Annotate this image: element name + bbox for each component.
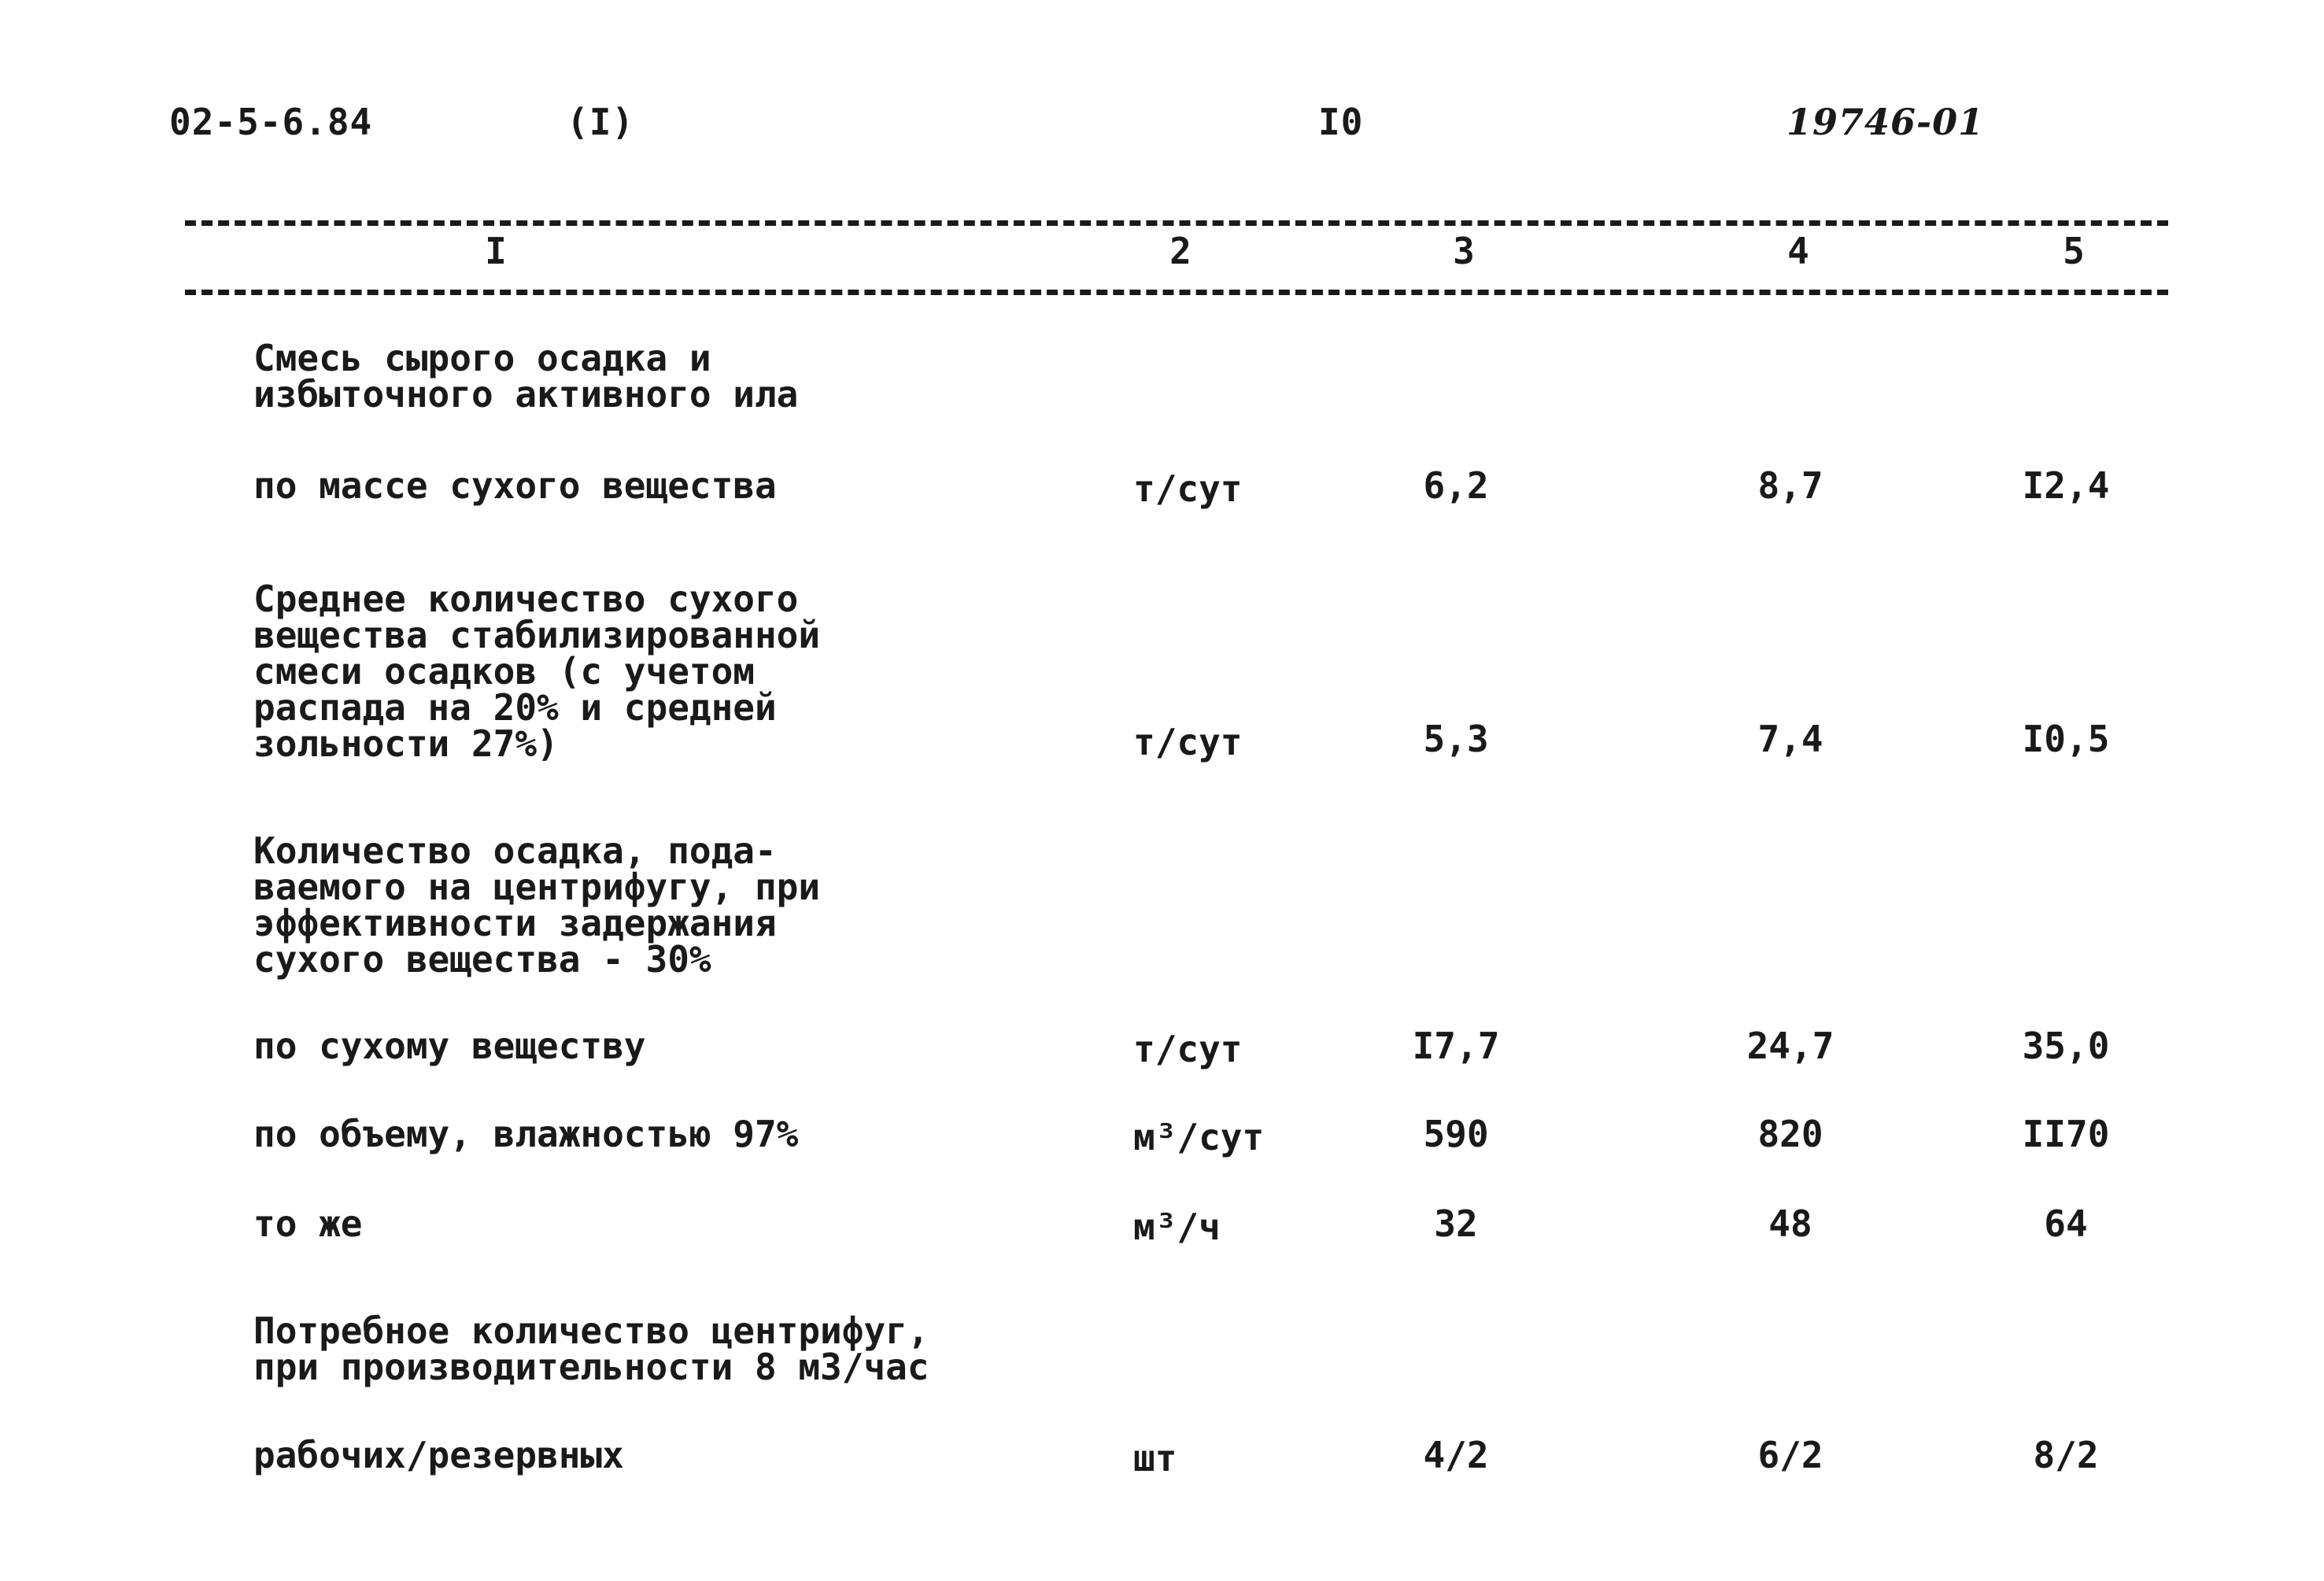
row-value-working-reserve-col4: 6/2 (1757, 1434, 1823, 1476)
column-header-5: 5 (2063, 230, 2085, 272)
row-value-hourly-col4: 48 (1768, 1202, 1812, 1245)
row-desc-mixture: Смесь сырого осадка и избыточного активного ила (253, 337, 799, 416)
column-header-1: I (485, 230, 507, 272)
column-header-2: 2 (1169, 230, 1192, 272)
row-value-working-reserve-col3: 4/2 (1423, 1434, 1489, 1476)
row-value-working-reserve-col5: 8/2 (2033, 1434, 2099, 1476)
document-variant: (I) (567, 101, 635, 143)
row-value-dry-mass-col5: I2,4 (2022, 464, 2110, 507)
row-value-stabilized-col3: 5,3 (1423, 718, 1489, 760)
row-desc-hourly: то же (253, 1202, 363, 1245)
inventory-number: 19746-01 (1786, 101, 1985, 143)
row-desc-dry-mass: по массе сухого вещества (253, 464, 777, 507)
row-desc-dry-substance: по сухому веществу (253, 1025, 646, 1067)
row-value-volume-col4: 820 (1757, 1113, 1823, 1155)
row-unit-stabilized: т/сут (1133, 721, 1243, 763)
row-desc-volume: по объему, влажностью 97% (253, 1113, 799, 1155)
table-top-rule (185, 220, 2168, 226)
row-value-dry-substance-col5: 35,0 (2022, 1025, 2110, 1067)
row-unit-dry-substance: т/сут (1133, 1028, 1243, 1070)
row-value-hourly-col3: 32 (1434, 1202, 1478, 1245)
row-value-stabilized-col4: 7,4 (1757, 718, 1823, 760)
row-desc-working-reserve: рабочих/резервных (253, 1434, 624, 1476)
row-unit-hourly: м³/ч (1133, 1206, 1221, 1248)
row-desc-stabilized: Среднее количество сухого вещества стабилизированной смеси осадков (с учетом распада на 20% и средней зольности 27%) (253, 578, 821, 765)
table-header-rule (185, 290, 2168, 295)
row-desc-centrifuge-feed: Количество осадка, пода- ваемого на центрифугу, при эффективности задержания сухого вещества - 30% (253, 829, 821, 981)
page-number: I0 (1318, 101, 1364, 143)
row-value-stabilized-col5: I0,5 (2022, 718, 2110, 760)
row-unit-working-reserve: шт (1133, 1437, 1177, 1479)
row-value-dry-substance-col4: 24,7 (1746, 1025, 1834, 1067)
column-header-3: 3 (1453, 230, 1475, 272)
row-value-volume-col5: II70 (2022, 1113, 2110, 1155)
row-value-hourly-col5: 64 (2044, 1202, 2088, 1245)
row-desc-required-centrifuges: Потребное количество центрифуг, при производительности 8 м3/час (253, 1309, 929, 1388)
row-value-dry-substance-col3: I7,7 (1412, 1025, 1500, 1067)
row-value-dry-mass-col4: 8,7 (1757, 464, 1823, 507)
document-code: 02-5-6.84 (169, 101, 373, 143)
row-unit-volume: м³/сут (1133, 1116, 1265, 1158)
row-value-dry-mass-col3: 6,2 (1423, 464, 1489, 507)
column-header-4: 4 (1787, 230, 1809, 272)
row-unit-dry-mass: т/сут (1133, 467, 1243, 510)
row-value-volume-col3: 590 (1423, 1113, 1489, 1155)
